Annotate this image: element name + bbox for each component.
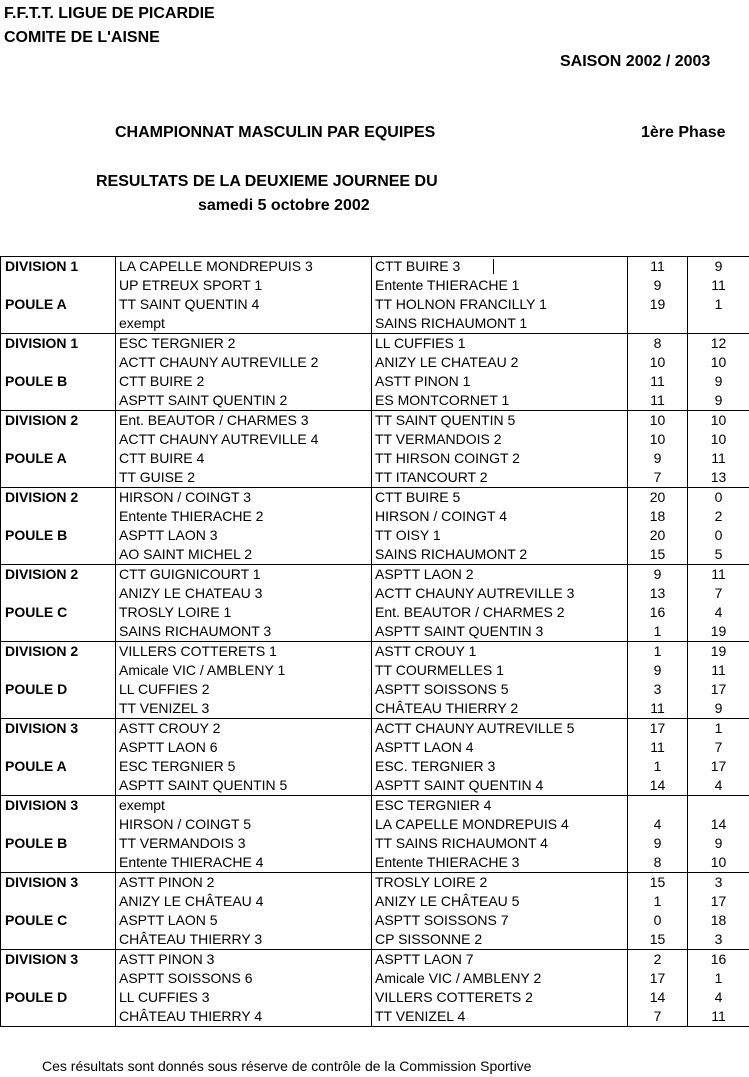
home-score: 11 (628, 257, 688, 277)
group-label-cell (1, 738, 116, 757)
home-score: 7 (628, 1007, 688, 1027)
home-team: LL CUFFIES 2 (116, 680, 372, 699)
away-team: Amicale VIC / AMBLENY 2 (372, 969, 628, 988)
match-row (1, 834, 749, 853)
home-score: 16 (628, 603, 688, 622)
home-team: LL CUFFIES 3 (116, 988, 372, 1007)
home-score: 10 (628, 430, 688, 449)
home-score (628, 796, 688, 816)
home-team: ASPTT LAON 6 (116, 738, 372, 757)
match-row (1, 988, 749, 1007)
away-team: ASPTT LAON 2 (372, 565, 628, 585)
phase-label: 1ère Phase (641, 124, 726, 141)
home-score: 10 (628, 411, 688, 431)
home-score: 19 (628, 295, 688, 314)
home-team: ESC TERGNIER 2 (116, 334, 372, 354)
division-label: DIVISION 1 (1, 257, 116, 277)
home-score: 9 (628, 565, 688, 585)
match-row (1, 1007, 749, 1027)
away-score: 17 (688, 680, 749, 699)
away-team: HIRSON / COINGT 4 (372, 507, 628, 526)
home-team: ASTT PINON 2 (116, 873, 372, 893)
group-label-cell (1, 468, 116, 488)
home-score: 4 (628, 815, 688, 834)
poule-label: POULE C (1, 603, 116, 622)
home-score: 8 (628, 853, 688, 873)
away-score: 11 (688, 276, 749, 295)
away-score: 12 (688, 334, 749, 354)
away-score: 0 (688, 526, 749, 545)
away-score: 11 (688, 1007, 749, 1027)
home-score: 14 (628, 988, 688, 1007)
home-team: ASPTT SOISSONS 6 (116, 969, 372, 988)
home-team: CTT GUIGNICOURT 1 (116, 565, 372, 585)
home-team: ANIZY LE CHÂTEAU 4 (116, 892, 372, 911)
home-score: 13 (628, 584, 688, 603)
away-team: Entente THIERACHE 1 (372, 276, 628, 295)
home-team: ACTT CHAUNY AUTREVILLE 4 (116, 430, 372, 449)
away-score: 11 (688, 449, 749, 468)
group-label-cell (1, 699, 116, 719)
away-score: 9 (688, 391, 749, 411)
match-row (1, 314, 749, 334)
away-score: 5 (688, 545, 749, 565)
group-label-cell (1, 815, 116, 834)
away-team: TT VERMANDOIS 2 (372, 430, 628, 449)
away-score (688, 314, 749, 334)
match-row (1, 719, 749, 739)
match-row (1, 738, 749, 757)
home-score: 15 (628, 873, 688, 893)
match-row (1, 276, 749, 295)
away-score: 10 (688, 411, 749, 431)
home-score: 3 (628, 680, 688, 699)
division-label: DIVISION 1 (1, 334, 116, 354)
match-row (1, 815, 749, 834)
group-label-cell (1, 930, 116, 950)
match-row (1, 853, 749, 873)
poule-label: POULE B (1, 526, 116, 545)
match-row (1, 391, 749, 411)
match-row (1, 892, 749, 911)
division-label: DIVISION 2 (1, 565, 116, 585)
division-label: DIVISION 2 (1, 411, 116, 431)
match-row (1, 699, 749, 719)
match-row (1, 873, 749, 893)
group-label-cell (1, 507, 116, 526)
away-score: 19 (688, 642, 749, 662)
home-score: 9 (628, 449, 688, 468)
home-team: LA CAPELLE MONDREPUIS 3 (116, 257, 372, 277)
home-team: HIRSON / COINGT 5 (116, 815, 372, 834)
away-team: ASPTT SOISSONS 7 (372, 911, 628, 930)
away-score: 11 (688, 565, 749, 585)
home-team: exempt (116, 314, 372, 334)
home-team: HIRSON / COINGT 3 (116, 488, 372, 508)
away-team: TT ITANCOURT 2 (372, 468, 628, 488)
away-score: 9 (688, 257, 749, 277)
group-label-cell (1, 969, 116, 988)
away-team: CTT BUIRE 5 (372, 488, 628, 508)
match-row (1, 545, 749, 565)
away-team: TT SAINT QUENTIN 5 (372, 411, 628, 431)
away-team: TT HOLNON FRANCILLY 1 (372, 295, 628, 314)
away-team: ANIZY LE CHATEAU 2 (372, 353, 628, 372)
home-score: 11 (628, 372, 688, 391)
group-label-cell (1, 314, 116, 334)
away-team: LA CAPELLE MONDREPUIS 4 (372, 815, 628, 834)
home-score: 20 (628, 526, 688, 545)
home-team: exempt (116, 796, 372, 816)
home-score: 11 (628, 699, 688, 719)
match-row (1, 257, 749, 277)
away-team: ASPTT LAON 7 (372, 950, 628, 970)
away-team: ASPTT SAINT QUENTIN 4 (372, 776, 628, 796)
home-score (628, 314, 688, 334)
away-score: 4 (688, 603, 749, 622)
poule-label: POULE D (1, 680, 116, 699)
home-score: 20 (628, 488, 688, 508)
away-score: 9 (688, 372, 749, 391)
poule-label: POULE A (1, 757, 116, 776)
away-score: 10 (688, 853, 749, 873)
home-team: ASTT CROUY 2 (116, 719, 372, 739)
away-score: 7 (688, 738, 749, 757)
match-row (1, 950, 749, 970)
away-team: Entente THIERACHE 3 (372, 853, 628, 873)
match-row (1, 776, 749, 796)
match-row (1, 449, 749, 468)
home-team: CTT BUIRE 2 (116, 372, 372, 391)
poule-label: POULE C (1, 911, 116, 930)
results-table (0, 256, 749, 1027)
group-label-cell (1, 353, 116, 372)
home-team: CHÂTEAU THIERRY 3 (116, 930, 372, 950)
home-team: CTT BUIRE 4 (116, 449, 372, 468)
home-score: 17 (628, 719, 688, 739)
away-team: TT COURMELLES 1 (372, 661, 628, 680)
home-team: Entente THIERACHE 4 (116, 853, 372, 873)
match-row (1, 796, 749, 816)
away-score: 4 (688, 776, 749, 796)
home-team: Amicale VIC / AMBLENY 1 (116, 661, 372, 680)
home-score: 9 (628, 661, 688, 680)
away-score: 3 (688, 873, 749, 893)
match-row (1, 430, 749, 449)
home-team: UP ETREUX SPORT 1 (116, 276, 372, 295)
text-cursor (493, 259, 494, 274)
match-row (1, 411, 749, 431)
away-score (688, 796, 749, 816)
away-team: ESC. TERGNIER 3 (372, 757, 628, 776)
away-score: 1 (688, 969, 749, 988)
away-score: 17 (688, 892, 749, 911)
away-team: SAINS RICHAUMONT 2 (372, 545, 628, 565)
group-label-cell (1, 391, 116, 411)
match-row (1, 372, 749, 391)
away-score: 0 (688, 488, 749, 508)
away-team: TT SAINS RICHAUMONT 4 (372, 834, 628, 853)
results-title: RESULTATS DE LA DEUXIEME JOURNEE DU (96, 173, 438, 190)
home-score: 9 (628, 834, 688, 853)
home-team: ASPTT SAINT QUENTIN 2 (116, 391, 372, 411)
home-team: TT VENIZEL 3 (116, 699, 372, 719)
home-score: 1 (628, 892, 688, 911)
match-row (1, 488, 749, 508)
home-team: ANIZY LE CHATEAU 3 (116, 584, 372, 603)
match-row (1, 661, 749, 680)
group-label-cell (1, 584, 116, 603)
away-score: 10 (688, 353, 749, 372)
home-score: 17 (628, 969, 688, 988)
match-row (1, 507, 749, 526)
away-team: ASPTT SOISSONS 5 (372, 680, 628, 699)
home-team: ASPTT LAON 5 (116, 911, 372, 930)
away-team: Ent. BEAUTOR / CHARMES 2 (372, 603, 628, 622)
division-label: DIVISION 3 (1, 873, 116, 893)
match-row (1, 680, 749, 699)
away-team: ASTT CROUY 1 (372, 642, 628, 662)
home-score: 2 (628, 950, 688, 970)
group-label-cell (1, 776, 116, 796)
match-row (1, 642, 749, 662)
match-row (1, 565, 749, 585)
footer-note: Ces résultats sont donnés sous réserve de contrôle de la Commission Sportive (42, 1058, 532, 1074)
away-score: 1 (688, 719, 749, 739)
match-row (1, 757, 749, 776)
match-row (1, 911, 749, 930)
home-score: 14 (628, 776, 688, 796)
home-team: TROSLY LOIRE 1 (116, 603, 372, 622)
away-score: 3 (688, 930, 749, 950)
match-row (1, 334, 749, 354)
home-team: Entente THIERACHE 2 (116, 507, 372, 526)
match-row (1, 526, 749, 545)
home-team: AO SAINT MICHEL 2 (116, 545, 372, 565)
match-row (1, 468, 749, 488)
away-score: 4 (688, 988, 749, 1007)
home-score: 15 (628, 930, 688, 950)
poule-label: POULE B (1, 834, 116, 853)
away-team: CP SISSONNE 2 (372, 930, 628, 950)
league-title: F.F.T.T. LIGUE DE PICARDIE (4, 5, 215, 22)
poule-label: POULE A (1, 449, 116, 468)
away-team: ACTT CHAUNY AUTREVILLE 3 (372, 584, 628, 603)
away-team: ES MONTCORNET 1 (372, 391, 628, 411)
group-label-cell (1, 430, 116, 449)
home-score: 1 (628, 642, 688, 662)
away-team: LL CUFFIES 1 (372, 334, 628, 354)
division-label: DIVISION 3 (1, 719, 116, 739)
match-row (1, 603, 749, 622)
home-score: 1 (628, 622, 688, 642)
championship-title: CHAMPIONNAT MASCULIN PAR EQUIPES (115, 124, 436, 141)
match-row (1, 930, 749, 950)
home-team: TT VERMANDOIS 3 (116, 834, 372, 853)
away-team: ACTT CHAUNY AUTREVILLE 5 (372, 719, 628, 739)
home-team: ESC TERGNIER 5 (116, 757, 372, 776)
match-row (1, 622, 749, 642)
away-score: 17 (688, 757, 749, 776)
match-row (1, 584, 749, 603)
season-label: SAISON 2002 / 2003 (560, 53, 711, 70)
away-score: 13 (688, 468, 749, 488)
away-score: 1 (688, 295, 749, 314)
home-score: 9 (628, 276, 688, 295)
away-score: 18 (688, 911, 749, 930)
home-score: 11 (628, 391, 688, 411)
away-team: CTT BUIRE 3 (372, 257, 628, 277)
away-team: ESC TERGNIER 4 (372, 796, 628, 816)
match-date: samedi 5 octobre 2002 (198, 197, 370, 214)
home-team: VILLERS COTTERETS 1 (116, 642, 372, 662)
group-label-cell (1, 892, 116, 911)
home-team: ACTT CHAUNY AUTREVILLE 2 (116, 353, 372, 372)
division-label: DIVISION 3 (1, 950, 116, 970)
away-score: 9 (688, 699, 749, 719)
away-score: 2 (688, 507, 749, 526)
away-score: 10 (688, 430, 749, 449)
home-team: ASTT PINON 3 (116, 950, 372, 970)
group-label-cell (1, 276, 116, 295)
away-score: 7 (688, 584, 749, 603)
home-team: CHÂTEAU THIERRY 4 (116, 1007, 372, 1027)
home-score: 15 (628, 545, 688, 565)
away-score: 11 (688, 661, 749, 680)
match-row (1, 295, 749, 314)
away-score: 14 (688, 815, 749, 834)
home-team: TT GUISE 2 (116, 468, 372, 488)
away-team: TROSLY LOIRE 2 (372, 873, 628, 893)
home-score: 1 (628, 757, 688, 776)
group-label-cell (1, 853, 116, 873)
match-row (1, 353, 749, 372)
home-score: 18 (628, 507, 688, 526)
group-label-cell (1, 661, 116, 680)
committee-title: COMITE DE L'AISNE (4, 29, 160, 46)
group-label-cell (1, 545, 116, 565)
home-team: Ent. BEAUTOR / CHARMES 3 (116, 411, 372, 431)
division-label: DIVISION 3 (1, 796, 116, 816)
home-score: 0 (628, 911, 688, 930)
home-team: TT SAINT QUENTIN 4 (116, 295, 372, 314)
away-score: 16 (688, 950, 749, 970)
home-score: 10 (628, 353, 688, 372)
away-team: CHÂTEAU THIERRY 2 (372, 699, 628, 719)
home-score: 7 (628, 468, 688, 488)
away-team: SAINS RICHAUMONT 1 (372, 314, 628, 334)
away-team: TT HIRSON COINGT 2 (372, 449, 628, 468)
poule-label: POULE D (1, 988, 116, 1007)
division-label: DIVISION 2 (1, 488, 116, 508)
away-team: ASPTT LAON 4 (372, 738, 628, 757)
division-label: DIVISION 2 (1, 642, 116, 662)
away-team: ASPTT SAINT QUENTIN 3 (372, 622, 628, 642)
away-team: TT VENIZEL 4 (372, 1007, 628, 1027)
home-team: ASPTT SAINT QUENTIN 5 (116, 776, 372, 796)
home-score: 11 (628, 738, 688, 757)
group-label-cell (1, 622, 116, 642)
away-score: 19 (688, 622, 749, 642)
group-label-cell (1, 1007, 116, 1027)
away-score: 9 (688, 834, 749, 853)
home-team: ASPTT LAON 3 (116, 526, 372, 545)
home-score: 8 (628, 334, 688, 354)
away-team: ASTT PINON 1 (372, 372, 628, 391)
away-team: ANIZY LE CHÂTEAU 5 (372, 892, 628, 911)
home-team: SAINS RICHAUMONT 3 (116, 622, 372, 642)
away-team: VILLERS COTTERETS 2 (372, 988, 628, 1007)
match-row (1, 969, 749, 988)
away-team: TT OISY 1 (372, 526, 628, 545)
poule-label: POULE A (1, 295, 116, 314)
poule-label: POULE B (1, 372, 116, 391)
